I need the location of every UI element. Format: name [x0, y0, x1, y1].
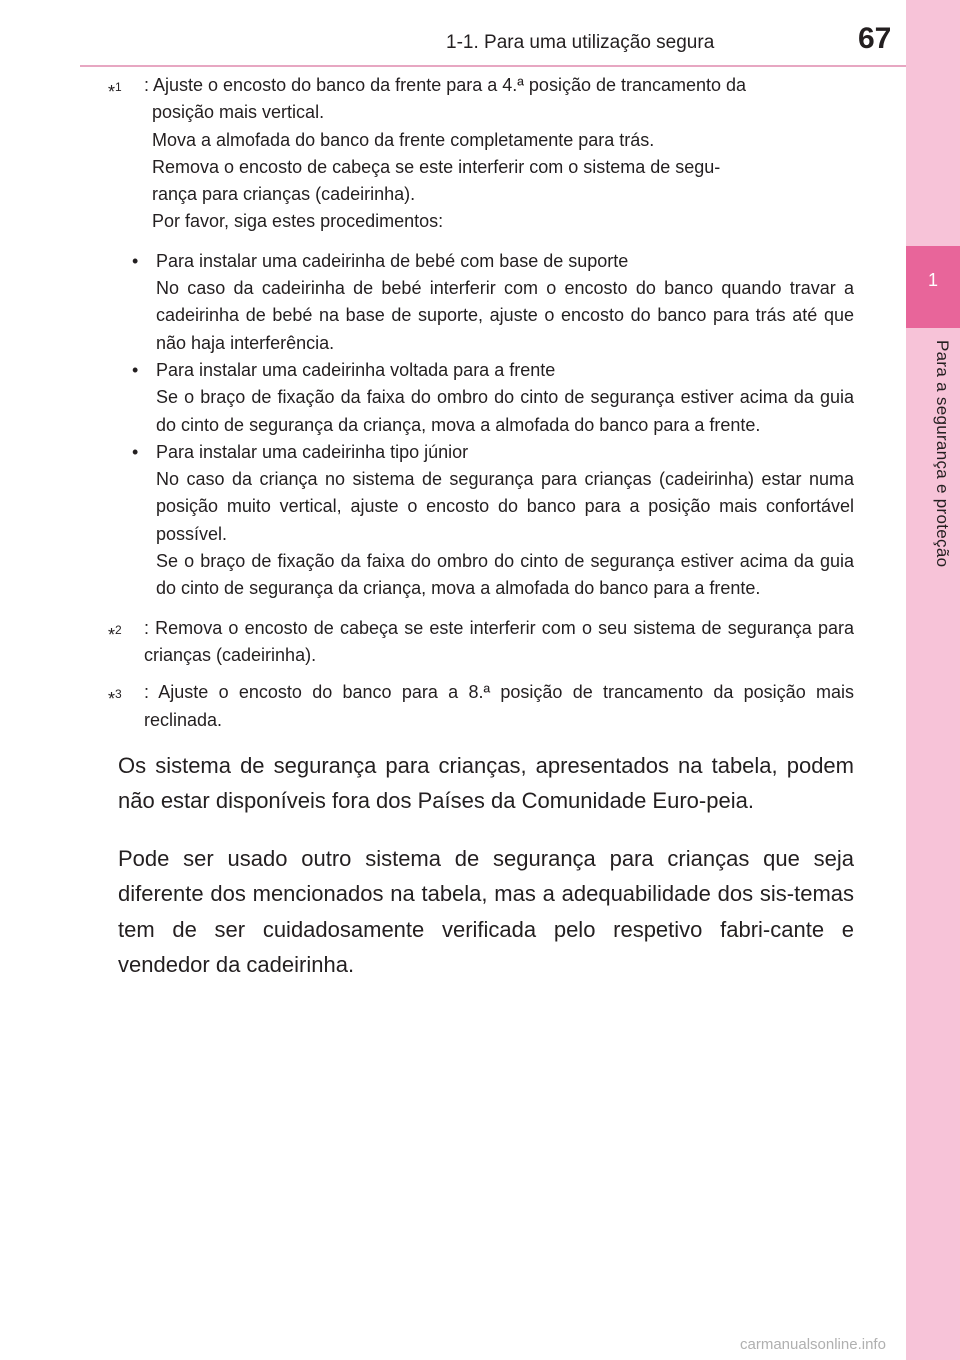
page-content	[108, 72, 854, 1005]
footnote-marker: *$^1$	[108, 80, 122, 102]
chapter-number: 1	[927, 270, 938, 290]
chapter-title: Para a segurança e proteção	[933, 340, 952, 568]
watermark: carmanualsonline.info	[740, 1336, 886, 1353]
footnote-marker: *$^2$	[108, 622, 122, 645]
footnote-text: : Ajuste o encosto do banco da frente para a 4.ª posição de trancamento da posição mais vertical. Mova a almofada do banco da frente completamente para trás. Remova o encosto de cabeça se este interferir com o sistema de segu- rança para crianças (cadeirinha). Por favor, siga estes procedimentos:	[144, 75, 747, 232]
section-title: 1-1. Para uma utilização segura	[446, 32, 715, 53]
footnote-1	[108, 72, 854, 603]
chapter-side-tab	[906, 0, 960, 1360]
list-item: • Para instalar uma cadeirinha voltada para a frente Se o braço de fixação da faixa do ombro do cinto de segurança estiver acima da guia do cinto de segurança da criança, mova a almofada do banco para a frente.	[132, 359, 854, 435]
footnote-text: : Ajuste o encosto do banco para a 8.ª posição de trancamento da posição mais reclinada.	[144, 682, 854, 730]
header-divider	[80, 65, 906, 67]
footnote-3	[108, 679, 854, 734]
footnote-2	[108, 615, 854, 670]
footnote-text: : Remova o encosto de cabeça se este interferir com o seu sistema de segurança para crianças (cadeirinha).	[144, 617, 854, 665]
footnote-marker: *$^3$	[108, 687, 122, 710]
body-paragraph: Os sistema de segurança para crianças, apresentados na tabela, podem não estar disponíveis fora dos Países da Comunidade Euro-peia.	[118, 752, 854, 814]
list-item: • Para instalar uma cadeirinha de bebé com base de suporte No caso da cadeirinha de bebé interferir com o encosto do banco quando travar a cadeirinha de bebé na base de suporte, ajuste o encosto do banco para trás até que não haja interferência.	[132, 250, 854, 353]
list-item: • Para instalar uma cadeirinha tipo júnior No caso da criança no sistema de segurança para crianças (cadeirinha) estar numa posição muito vertical, ajuste o encosto do banco para a posição mais confortável possível. Se o braço de fixação da faixa do ombro do cinto de segurança estiver acima da guia do cinto de segurança da criança, mova a almofada do banco para a frente.	[132, 441, 854, 599]
body-paragraph: Pode ser usado outro sistema de segurança para crianças que seja diferente dos mencionados na tabela, mas a adequabilidade dos sis-temas tem de ser cuidadosamente verificada pelo respetivo fabri-cante e vendedor da cadeirinha.	[118, 845, 854, 978]
page-number: 67	[858, 22, 892, 55]
procedure-list	[108, 248, 854, 603]
